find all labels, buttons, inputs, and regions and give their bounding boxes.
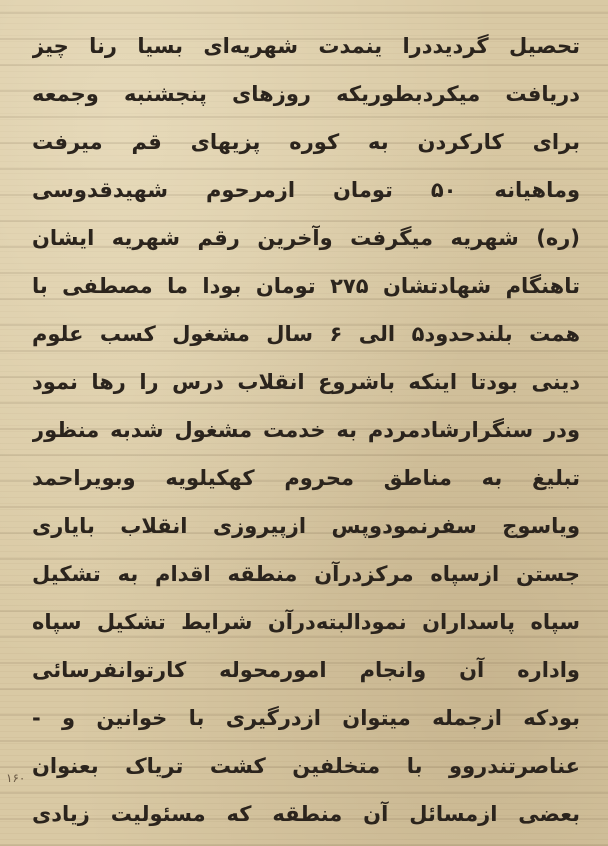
text-line: بعضی ازمسائل آن منطقه که مسئولیت زیادی [32, 802, 580, 826]
text-line: وماهیانه ۵۰ تومان ازمرحوم شهیدقدوسی [32, 178, 580, 202]
text-line: ویاسوج سفرنمودوپس ازپیروزی انقلاب بایاری [32, 514, 580, 538]
margin-note: ۱۶۰ [6, 771, 26, 785]
text-line: تبلیغ به مناطق محروم کهکیلویه وبویراحمد [32, 466, 580, 490]
text-line: همت بلندحدود۵ الی ۶ سال مشغول کسب علوم [32, 322, 580, 346]
text-line: ودر سنگرارشادمردم به خدمت مشغول شدبه منظور [32, 418, 580, 442]
text-line: جستن ازسپاه مرکزدرآن منطقه اقدام به تشکیل [32, 562, 580, 586]
text-line: تحصیل گردیددرا ینمدت شهریه‌ای بسیا رنا چیز [32, 34, 580, 58]
text-line: سپاه پاسداران نمودالبته‌درآن شرایط تشکیل سپاه [32, 610, 580, 634]
text-line: عناصرتندروو با متخلفین کشت تریاک بعنوان [32, 754, 580, 778]
text-line: دینی بودتا اینکه باشروع انقلاب درس را رها نمود [32, 370, 580, 394]
text-line: تاهنگام شهادتشان ۲۷۵ تومان بودا ما مصطفی با [32, 274, 580, 298]
text-line: واداره آن وانجام امورمحوله کارتوانفرسائی [32, 658, 580, 682]
text-line: بودکه ازجمله میتوان ازدرگیری با خوانین و - [32, 706, 580, 730]
text-line: برای کارکردن به کوره پزیهای قم میرفت [32, 130, 580, 154]
text-line: دریافت میکردبطوریکه روزهای پنجشنبه وجمعه [32, 82, 580, 106]
text-line: (ره) شهریه میگرفت وآخرین رقم شهریه ایشان [32, 226, 580, 250]
